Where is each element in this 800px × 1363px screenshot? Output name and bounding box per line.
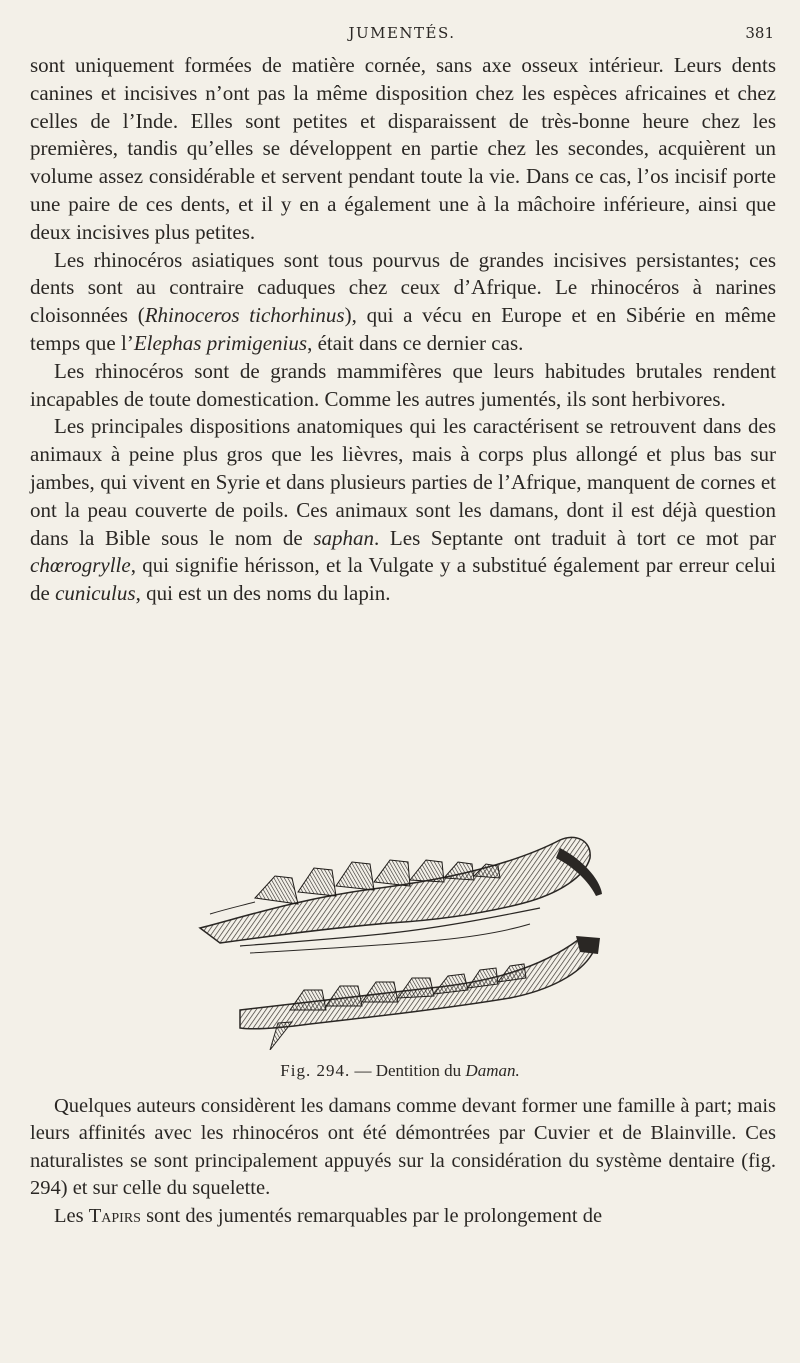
text-run: , qui est un des noms du lapin. [135, 581, 391, 606]
text-run: , était dans ce dernier cas. [307, 330, 524, 355]
body-text-bottom [30, 1093, 776, 1230]
paragraph [30, 358, 776, 414]
page-number: 381 [745, 24, 774, 42]
figure-daman-dentition [180, 818, 630, 1050]
body-text-top [30, 52, 776, 608]
caption-text: Dentition du [375, 1061, 462, 1080]
caption-italic: Daman. [465, 1061, 520, 1080]
text-run: sont uniquement formées de matière cornée, sans axe osseux intérieur. Leurs dents canines et incisives n’ont pas la même disposition chez les espèces africaines et chez celles de l’Inde. Elles sont petites et disparaissent de très-bonne heure chez les premières, tandis qu’elles se développent en partie chez les secondes, acquièrent un volume assez considérable et servent pendant toute la vie. Dans ce cas, l’os incisif porte une paire de ces dents, et il y en a également une à la mâchoire inférieure, ainsi que deux incisives plus petites. [30, 53, 776, 244]
running-head [30, 24, 774, 46]
running-title: JUMENTÉS. [348, 24, 456, 42]
caption-dash: — [354, 1061, 372, 1080]
text-run: ), qui a vécu en Europe et en Sibérie en même temps que l’ [30, 303, 776, 355]
figure-caption [0, 1061, 800, 1081]
paragraph [30, 52, 776, 247]
text-run: . Les Septante ont traduit à tort ce mot par [374, 525, 776, 550]
italic-run: chœrogrylle [30, 553, 131, 578]
text-run: Les principales dispositions anatomiques qui les caractérisent se retrouvent dans des animaux à peine plus gros que les lièvres, mais à corps plus allongé et plus bas sur jambes, qui vivent en Syrie et dans plusieurs parties de l’Afrique, manquent de cornes et ont la peau couverte de poils. Ces animaux sont les damans, dont il est déjà question dans la Bible sous le nom de [30, 414, 776, 550]
italic-run: Elephas primigenius [133, 330, 308, 355]
text-run: Les rhinocéros sont de grands mammifères que leurs habitudes brutales rendent incapables de toute domestication. Comme les autres jumentés, ils sont herbivores. [30, 358, 776, 411]
paragraph [30, 413, 776, 608]
paragraph [30, 1093, 776, 1203]
italic-run: cuniculus [55, 581, 136, 606]
paragraph [30, 247, 776, 358]
text-run: Quelques auteurs considèrent les damans comme devant former une famille à part; mais leurs affinités avec les rhinocéros ont été démontrées par Cuvier et de Blainville. Ces naturalistes se sont principalement appuyés sur la considération du système dentaire (fig. 294) et sur celle du squelette. [30, 1095, 776, 1200]
italic-run: saphan [313, 525, 375, 550]
jaw-engraving [180, 818, 630, 1050]
figure-label: Fig. 294. [280, 1061, 351, 1080]
upper-jaw-drawing [200, 837, 602, 953]
text-run: Tapirs [88, 1204, 141, 1227]
text-run: Les [54, 1204, 89, 1227]
italic-run: Rhinoceros tichorhinus [144, 303, 345, 328]
text-run: Les rhinocéros asiatiques sont tous pourvus de grandes incisives persistantes; ces dents sont au contraire caduques chez ceux d’Afrique. Le rhinocéros à narines cloisonnées ( [30, 247, 776, 328]
text-run: sont des jumentés remarquables par le prolongement de [140, 1204, 603, 1227]
lower-jaw-drawing [240, 936, 600, 1050]
text-run: , qui signifie hérisson, et la Vulgate y a substitué également par erreur celui de [30, 553, 776, 606]
paragraph [30, 1203, 776, 1230]
